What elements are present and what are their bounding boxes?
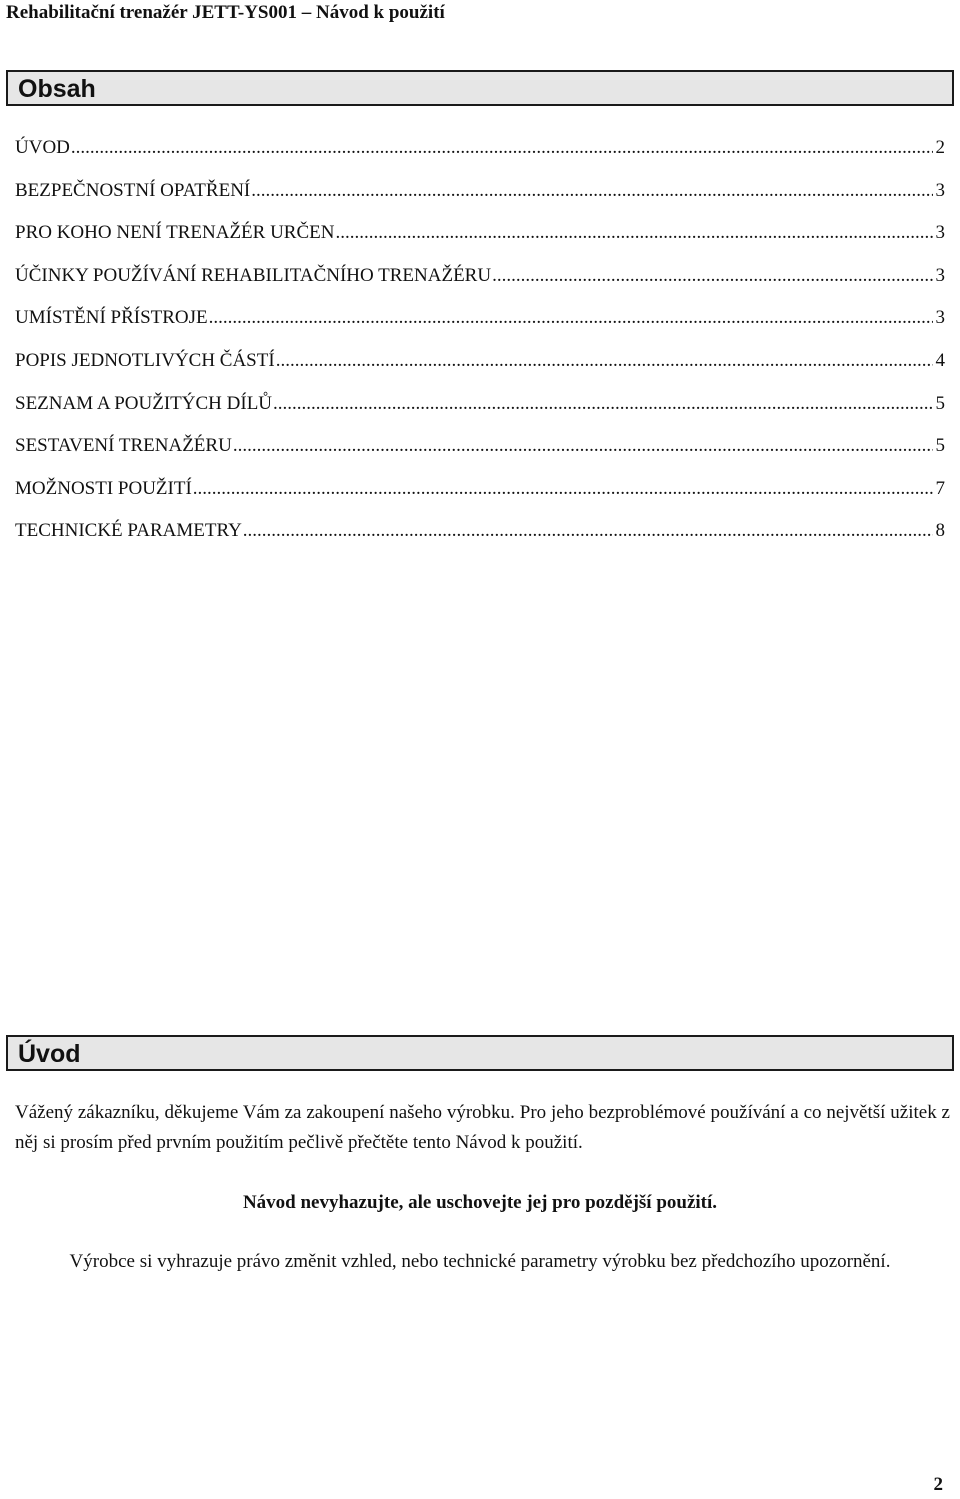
intro-heading-box [6, 1035, 954, 1071]
toc-dot-leader [193, 477, 933, 501]
toc-entry-page: 3 [935, 307, 945, 329]
toc-entry-title: SESTAVENÍ TRENAŽÉRU [15, 435, 232, 457]
toc-entry-page: 7 [935, 477, 945, 499]
toc-dot-leader [335, 221, 932, 245]
toc-entry-title: POPIS JEDNOTLIVÝCH ČÁSTÍ [15, 349, 275, 371]
toc-entry[interactable] [15, 392, 945, 435]
toc-entry[interactable] [15, 349, 945, 392]
toc-entry-title: ÚVOD [15, 137, 70, 158]
toc-entry-page: 2 [935, 137, 945, 158]
toc-entry-page: 3 [935, 179, 945, 201]
manufacturer-disclaimer: Výrobce si vyhrazuje právo změnit vzhled, nebo technické parametry výrobku bez předchozího upozornění. [69, 1251, 891, 1272]
intro-paragraph: Vážený zákazníku, děkujeme Vám za zakoupení našeho výrobku. Pro jeho bezproblémové používání a co největší užitek z něj si prosím před prvním použitím pečlivě přečtěte tento Návod k použití. [15, 1102, 950, 1153]
toc-entry-page: 5 [935, 435, 945, 457]
toc-entry-page: 3 [935, 222, 945, 244]
toc-entry-title: ÚČINKY POUŽÍVÁNÍ REHABILITAČNÍHO TRENAŽÉRU [15, 264, 492, 286]
toc-dot-leader [71, 136, 933, 160]
toc-entry[interactable] [15, 221, 945, 264]
toc-entry[interactable] [15, 136, 945, 179]
toc-entry-page: 8 [935, 520, 945, 542]
toc-entry-title: TECHNICKÉ PARAMETRY [15, 520, 242, 542]
toc-entry[interactable] [15, 477, 945, 520]
toc-entry[interactable] [15, 179, 945, 222]
toc-entry-title: MOŽNOSTI POUŽITÍ [15, 477, 192, 499]
toc-dot-leader [273, 392, 932, 416]
toc-entry-title: SEZNAM A POUŽITÝCH DÍLŮ [15, 392, 273, 414]
table-of-contents [15, 136, 945, 562]
page-number: 2 [933, 1474, 943, 1495]
toc-entry[interactable] [15, 264, 945, 307]
toc-heading: Obsah [18, 75, 96, 103]
toc-heading-box [6, 70, 954, 106]
toc-entry-page: 5 [935, 392, 945, 414]
toc-entry-title: UMÍSTĚNÍ PŘÍSTROJE [15, 307, 208, 329]
intro-heading: Úvod [18, 1040, 81, 1068]
toc-entry[interactable] [15, 306, 945, 349]
toc-dot-leader [492, 264, 932, 288]
toc-dot-leader [243, 519, 933, 543]
toc-dot-leader [209, 306, 933, 330]
toc-dot-leader [233, 434, 933, 458]
toc-dot-leader [251, 179, 932, 203]
toc-dot-leader [276, 349, 933, 373]
keep-manual-notice: Návod nevyhazujte, ale uschovejte jej pro pozdější použití. [242, 1192, 718, 1213]
document-header-title: Rehabilitační trenažér JETT-YS001 – Návod k použití [6, 2, 445, 23]
toc-entry-page: 4 [935, 349, 945, 371]
toc-entry-title: BEZPEČNOSTNÍ OPATŘENÍ [15, 179, 251, 201]
toc-entry-title: PRO KOHO NENÍ TRENAŽÉR URČEN [15, 222, 335, 244]
toc-entry[interactable] [15, 519, 945, 562]
toc-entry[interactable] [15, 434, 945, 477]
toc-entry-page: 3 [935, 264, 945, 286]
